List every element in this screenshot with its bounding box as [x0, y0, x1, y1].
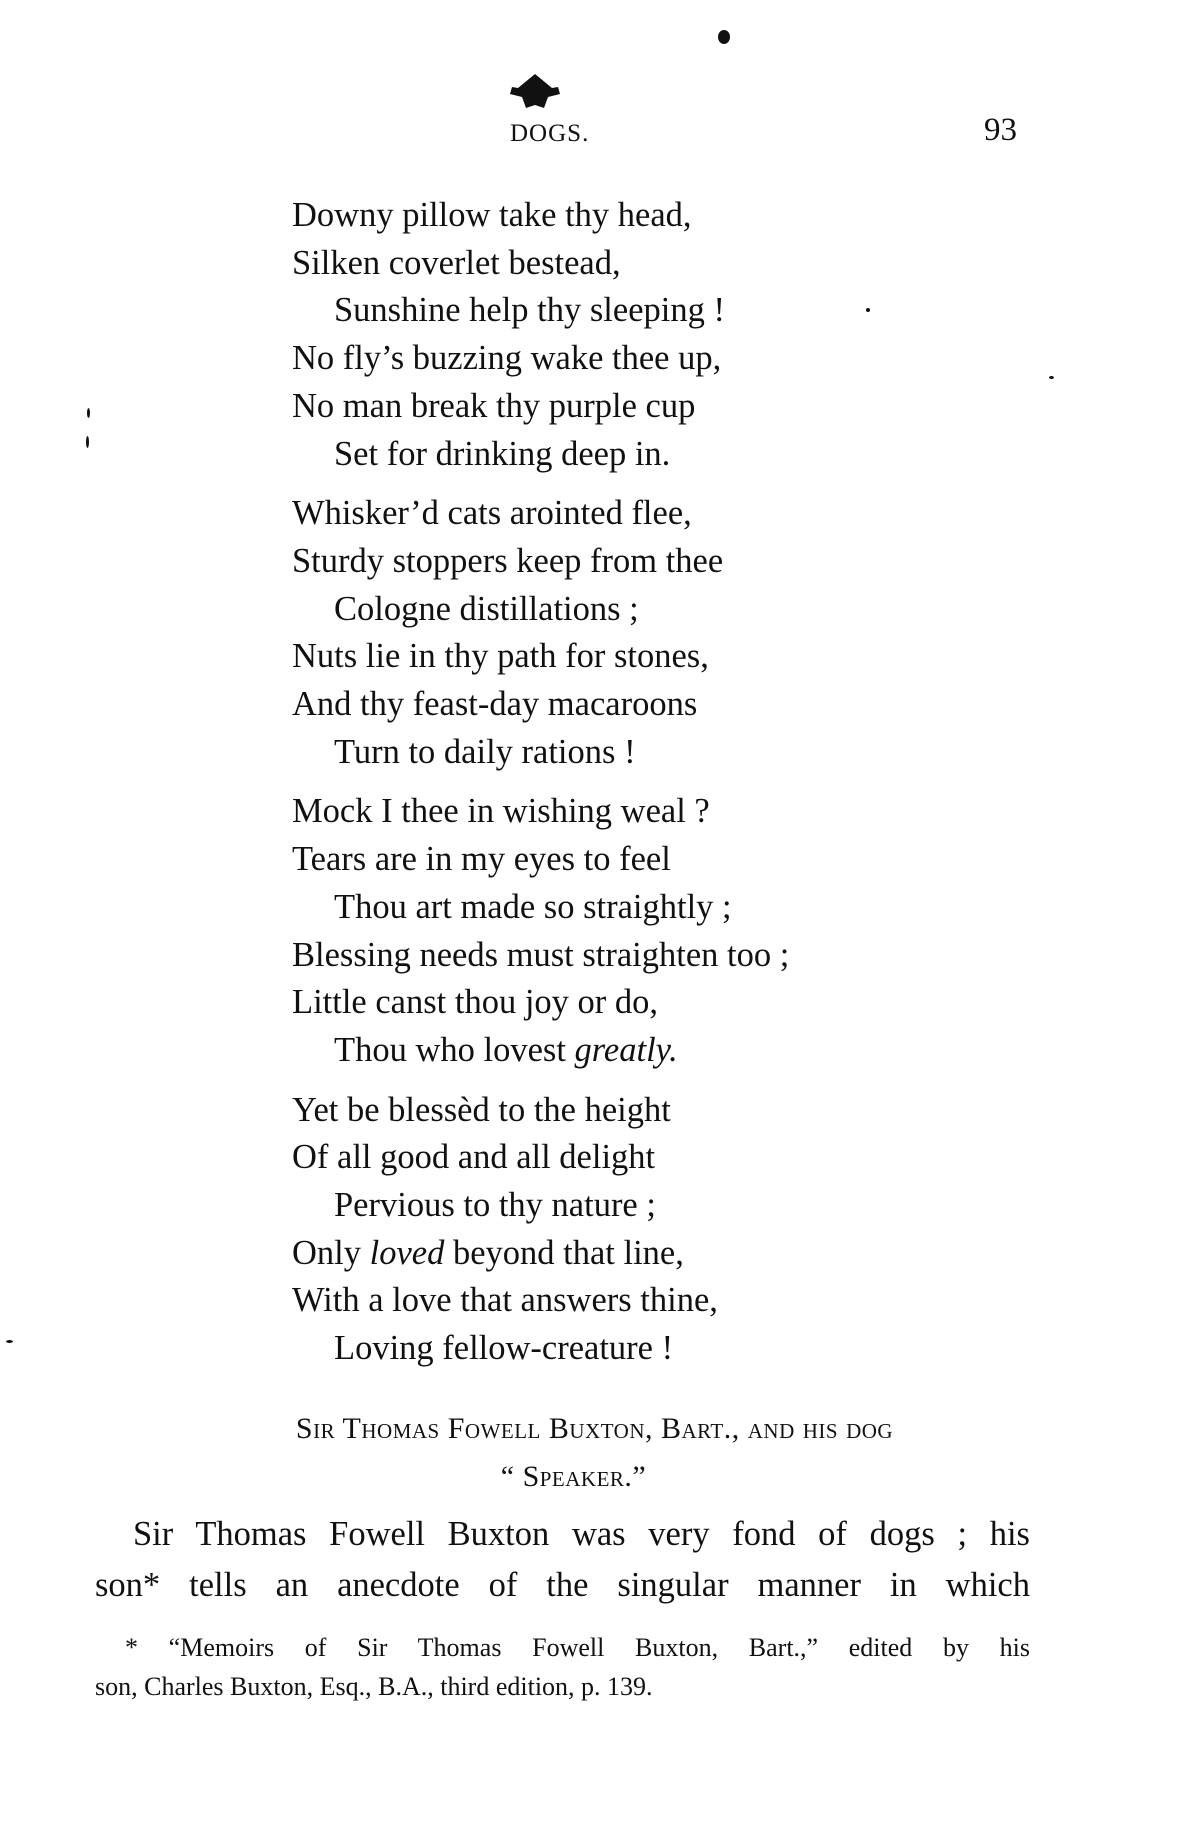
footnote-line: * “Memoirs of Sir Thomas Fowell Buxton, Bart.,” edited by his — [125, 1633, 1030, 1662]
poem-line-text: beyond that line, — [452, 1233, 684, 1272]
poem-line: With a love that answers thine, — [292, 1281, 718, 1320]
poem-line: Blessing needs must straighten too ; — [292, 935, 790, 974]
poem-line — [292, 1230, 789, 1278]
poem-line: Cologne distillations ; — [334, 589, 639, 628]
poem-line: Of all good and all delight — [292, 1138, 656, 1177]
section-title-subtitle: “ Speaker.” — [500, 1460, 647, 1493]
scan-speck-left-1 — [87, 408, 90, 418]
poem-line: No fly’s buzzing wake thee up, — [292, 339, 722, 378]
poem-line: Tears are in my eyes to feel — [292, 840, 671, 879]
scan-speck-right — [866, 308, 870, 312]
footnote — [95, 1628, 1030, 1706]
poem-line-text: Only — [292, 1233, 361, 1272]
stanza-1 — [292, 192, 789, 478]
poem-line: Silken coverlet bestead, — [292, 243, 621, 282]
stanza-4 — [292, 1087, 789, 1373]
poem-line: And thy feast-day macaroons — [292, 685, 698, 724]
poem-line: Thou art made so straightly ; — [334, 887, 732, 926]
poem-line: Whisker’d cats arointed flee, — [292, 494, 692, 533]
poem-line: Pervious to thy nature ; — [334, 1186, 656, 1225]
poem-line: Turn to daily rations ! — [334, 732, 636, 771]
poem-line: Sunshine help thy sleeping ! — [334, 291, 725, 330]
poem-line: Little canst thou joy or do, — [292, 983, 659, 1022]
poem-line-text: Thou who lovest — [334, 1030, 566, 1069]
paragraph-line: Sir Thomas Fowell Buxton was very fond of dogs ; his — [133, 1515, 1030, 1553]
printer-ornament-icon — [508, 72, 562, 112]
poem-line: Set for drinking deep in. — [334, 434, 671, 473]
section-title: Sir Thomas Fowell Buxton, Bart., and his dog — [295, 1412, 894, 1445]
scan-speck-top — [718, 30, 730, 44]
poem-line: Sturdy stoppers keep from thee — [292, 541, 724, 580]
paragraph-line: son* tells an anecdote of the singular manner in which — [95, 1566, 1030, 1604]
poem-line-italic: greatly. — [574, 1030, 678, 1069]
footnote-line: son, Charles Buxton, Esq., B.A., third edition, p. 139. — [95, 1672, 653, 1701]
stanza-2 — [292, 490, 789, 776]
scan-speck-left-3 — [6, 1340, 13, 1343]
page-number: 93 — [984, 112, 1017, 148]
poem-line: No man break thy purple cup — [292, 386, 696, 425]
poem-line: Downy pillow take thy head, — [292, 196, 692, 234]
poem-line: Yet be blessèd to the height — [292, 1090, 671, 1129]
running-head: DOGS. — [510, 120, 590, 147]
body-paragraph — [95, 1509, 1030, 1611]
scan-speck-left-2 — [86, 436, 89, 448]
poem-line-italic: loved — [369, 1233, 445, 1272]
scan-speck-edge — [1049, 376, 1054, 379]
poem-line: Nuts lie in thy path for stones, — [292, 637, 709, 676]
stanza-3 — [292, 788, 789, 1074]
poem — [292, 192, 789, 1385]
poem-line: Mock I thee in wishing weal ? — [292, 792, 710, 831]
poem-line — [292, 1027, 789, 1075]
poem-line: Loving fellow-creature ! — [334, 1329, 674, 1368]
